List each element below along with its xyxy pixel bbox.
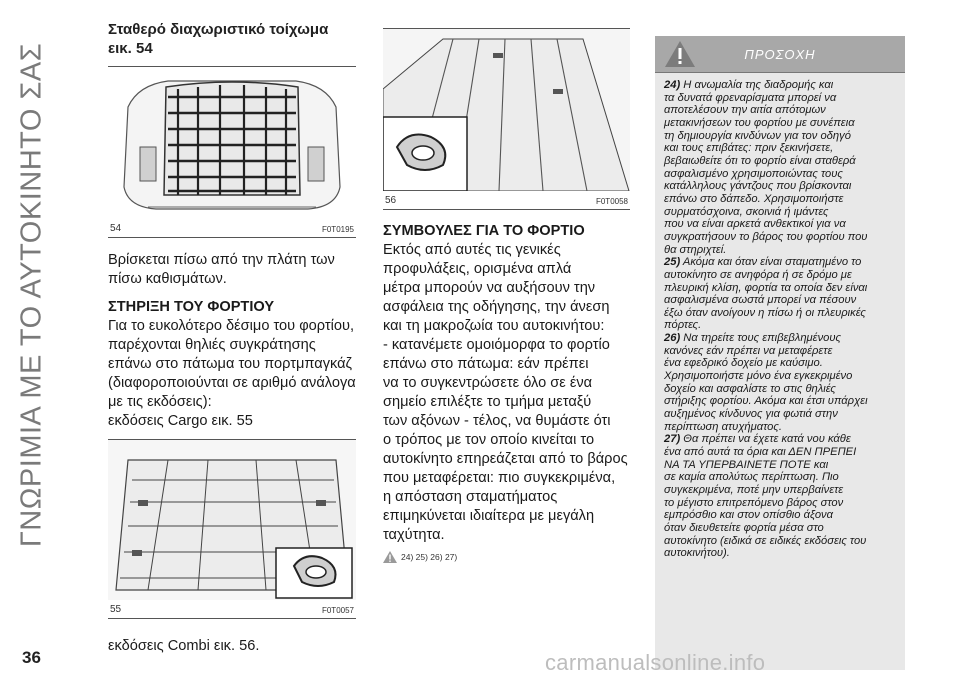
warning-box <box>655 36 905 670</box>
warning-body <box>655 72 905 670</box>
warning-line: συγκεκριμένα, ποτέ μην υπερβαίνετε <box>664 484 844 496</box>
section-title-load-advice: ΣΥΜΒΟΥΛΕΣ ΓΙΑ ΤΟ ΦΟΡΤΙΟ <box>383 223 585 239</box>
figure-number: 56 <box>385 195 397 206</box>
side-title-text: ΓΝΩΡΙΜΙΑ ΜΕ ΤΟ ΑΥΤΟΚΙΝΗΤΟ ΣΑΣ <box>15 42 48 548</box>
combi-floor-illustration <box>383 29 630 191</box>
cargo-floor-illustration <box>108 440 356 600</box>
warning-line: που να είναι αρκετά ανθεκτικοί για να <box>664 218 846 231</box>
paragraph-load-advice: Εκτός από αυτές τις γενικές προφυλάξεις, ορισμένα απλά μέτρα μπορούν να αυξήσουν την ασφάλεια της οδήγησης, την άνεση και τη μακροζωία του αυτοκινήτου: - κατανέμετε ομοιόμορφα το φορτίο επάνω στο πάτωμα: εάν πρέπει να το συγκεντρώσετε όλο σε ένα σημείο επιλέξτε το τμήμα μεταξύ των αξόνων - τέλος, να θυμάστε ότι ο τρόπος με τον οποίο κινείται το αυτοκίνητο επηρεάζεται από το βάρος που μεταφέρεται: πιο συγκεκριμένα, η απόσταση σταματήματος επιμηκύνεται ιδιαίτερα με μεγάλη ταχύτητα. <box>383 242 628 543</box>
warning-item-number: 25) <box>664 256 681 269</box>
warning-line: πόρτες. <box>664 319 702 332</box>
figure-55 <box>108 439 356 619</box>
warning-line: 24) Η ανωμαλία της διαδρομής και <box>664 79 834 91</box>
warning-line: κατάλληλους γάντζους που βρίσκονται <box>664 180 852 193</box>
warning-line: περίπτωση ατυχήματος. <box>664 420 782 433</box>
warning-line: αυτοκινήτου). <box>664 547 730 560</box>
warning-line: τη δημιουργία κινδύνων για τον οδηγό <box>664 129 851 142</box>
figure-number: 55 <box>110 604 122 615</box>
figure-code: F0T0057 <box>321 606 354 615</box>
warning-line: 27) Θα πρέπει να έχετε κατά νου κάθε <box>664 433 851 446</box>
warning-item-number: 26) <box>664 332 681 345</box>
warning-line: ένα εφεδρικό δοχείο με καύσιμο. <box>664 357 823 370</box>
warning-line: ένα από αυτά τα όρια και ΔΕΝ ΠΡΕΠΕΙ <box>664 446 857 459</box>
column-2 <box>383 28 630 563</box>
warning-line: θα στηριχτεί. <box>664 243 727 256</box>
warning-line: αυξημένος κίνδυνος για φωτιά στην <box>664 408 838 421</box>
warning-line: έξω όταν ανοίγουν η πίσω ή οι πλευρικές <box>664 306 866 319</box>
warning-line: εμπρόσθιο και στον οπίσθιο άξονα <box>664 509 834 522</box>
warning-line: ΝΑ ΤΑ ΥΠΕΡΒΑΙΝΕΤΕ ΠΟΤΕ και <box>664 458 829 471</box>
page-number: 36 <box>22 648 41 667</box>
figure-code: F0T0195 <box>321 225 354 234</box>
warning-line: αποτελέσουν την αιτία απότομων <box>664 104 826 117</box>
warning-line: επάνω στο δάπεδο. Χρησιμοποιήστε <box>664 192 844 205</box>
warning-line: και τους επιβάτες: πριν ξεκινήσετε, <box>664 142 834 155</box>
warning-references <box>383 551 630 563</box>
partition-grid-illustration <box>108 67 356 217</box>
warning-line: Χρησιμοποιήστε μόνο ένα εγκεκριμένο <box>664 370 853 383</box>
warning-line: αυτοκίνητο σε ανηφόρα ή σε δρόμο με <box>664 268 852 281</box>
warning-line: 25) Ακόμα και όταν είναι σταματημένο το <box>664 256 862 269</box>
side-title <box>12 15 52 575</box>
warning-line: συρματόσχοινα, σκοινιά ή ιμάντες <box>664 205 829 218</box>
column-1 <box>108 20 356 656</box>
warning-line: δοχείο και ασφαλίστε το στις θηλιές <box>664 382 836 395</box>
warning-line: ασφαλισμένα σωστά μπορεί να πέσουν <box>664 294 857 307</box>
warning-line: τα δυνατά φρεναρίσματα μπορεί να <box>664 91 837 104</box>
warning-text <box>664 79 897 560</box>
warning-line: αυτοκίνητο (ειδικά σε ειδικές εκδόσεις του <box>664 534 867 547</box>
paragraph-load-securing: Για το ευκολότερο δέσιμο του φορτίου, παρέχονται θηλιές συγκράτησης επάνω στο πάτωμα του πορτμπαγκάζ (διαφοροποιούνται σε αριθμό ανάλογα με τις εκδόσεις): εκδόσεις Cargo εικ. 55 <box>108 318 356 429</box>
figure-number: 54 <box>110 223 122 234</box>
warning-triangle-icon <box>665 41 695 67</box>
warning-line: το μέγιστο επιτρεπόμενο βάρος στον <box>664 496 844 509</box>
warning-line: κανόνες εάν πρέπει να μεταφέρετε <box>664 344 833 357</box>
reference-numbers: 24) 25) 26) 27) <box>401 552 458 562</box>
warning-line: μετακινήσεων του φορτίου με συνέπεια <box>664 116 855 129</box>
figure-56 <box>383 28 630 210</box>
warning-header <box>655 36 905 72</box>
warning-line: πλευρική κλίση, φορτία τα οποία δεν είναι <box>664 281 868 294</box>
section-title-load-securing: ΣΤΗΡΙΞΗ ΤΟΥ ΦΟΡΤΙΟΥ <box>108 299 275 315</box>
warning-line: όταν διευθετείτε φορτία μέσα στο <box>664 521 824 534</box>
warning-line: βεβαιωθείτε ότι το φορτίο είναι σταθερά <box>664 154 856 167</box>
warning-item-number: 27) <box>664 433 681 446</box>
warning-line: ασφαλισμένο χρησιμοποιώντας τους <box>664 167 843 180</box>
warning-line: 26) Να τηρείτε τους επιβεβλημένους <box>664 332 841 345</box>
paragraph-combi: εκδόσεις Combi εικ. 56. <box>108 638 260 654</box>
watermark: carmanualsonline.info <box>545 650 766 675</box>
paragraph-partition-location: Βρίσκεται πίσω από την πλάτη των πίσω καθισμάτων. <box>108 252 335 287</box>
figure-code: F0T0058 <box>595 197 628 206</box>
warning-title: ΠΡΟΣΟΧΗ <box>744 46 816 62</box>
subheading-partition: Σταθερό διαχωριστικό τοίχωμα εικ. 54 <box>108 21 329 57</box>
warning-line: συγκρατήσουν το βάρος του φορτίου που <box>664 230 868 243</box>
warning-item-number: 24) <box>664 79 681 91</box>
warning-triangle-icon <box>383 551 397 563</box>
warning-line: στήριξης φορτίου. Ακόμα και έτσι υπάρχει <box>664 395 868 408</box>
warning-line: σε καμία απολύτως περίπτωση. Πιο <box>664 471 839 484</box>
figure-54 <box>108 66 356 238</box>
